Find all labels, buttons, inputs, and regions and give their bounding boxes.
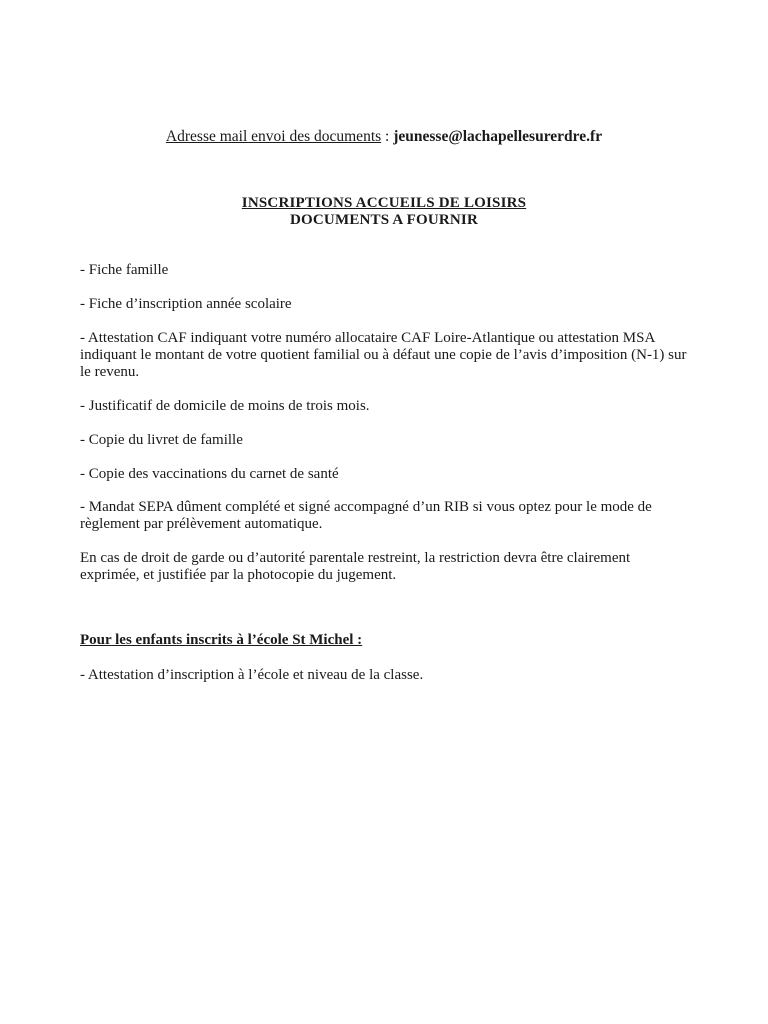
list-item-mandat-sepa: - Mandat SEPA dûment complété et signé accompagné d’un RIB si vous optez pour le mode de règlement par prélèvement automatique. [80,499,652,532]
list-item-attestation-caf: - Attestation CAF indiquant votre numéro allocataire CAF Loire-Atlantique ou attestation MSA indiquant le montant de votre quotient familial ou à défaut une copie de l’avis d’imposition (N-1) sur le revenu. [80,330,687,380]
email-address: jeunesse@lachapellesurerdre.fr [393,128,603,145]
list-item-vaccinations: - Copie des vaccinations du carnet de santé [80,466,339,482]
list-item-attestation-ecole: - Attestation d’inscription à l’école et niveau de la classe. [80,667,424,683]
list-item-livret-famille: - Copie du livret de famille [80,432,243,448]
document-title: INSCRIPTIONS ACCUEILS DE LOISIRS [241,195,527,211]
list-item-fiche-inscription: - Fiche d’inscription année scolaire [80,296,292,312]
email-separator: : [381,128,394,145]
custody-note: En cas de droit de garde ou d’autorité parentale restreint, la restriction devra être clairement exprimée, et justifiée par la photocopie du jugement. [80,550,631,583]
email-line [0,128,768,146]
st-michel-heading: Pour les enfants inscrits à l’école St Michel : [80,632,363,648]
document-subtitle: DOCUMENTS A FOURNIR [290,212,478,228]
list-item-justificatif-domicile: - Justificatif de domicile de moins de trois mois. [80,398,370,414]
list-item-fiche-famille: - Fiche famille [80,262,169,278]
email-label: Adresse mail envoi des documents [165,128,382,145]
